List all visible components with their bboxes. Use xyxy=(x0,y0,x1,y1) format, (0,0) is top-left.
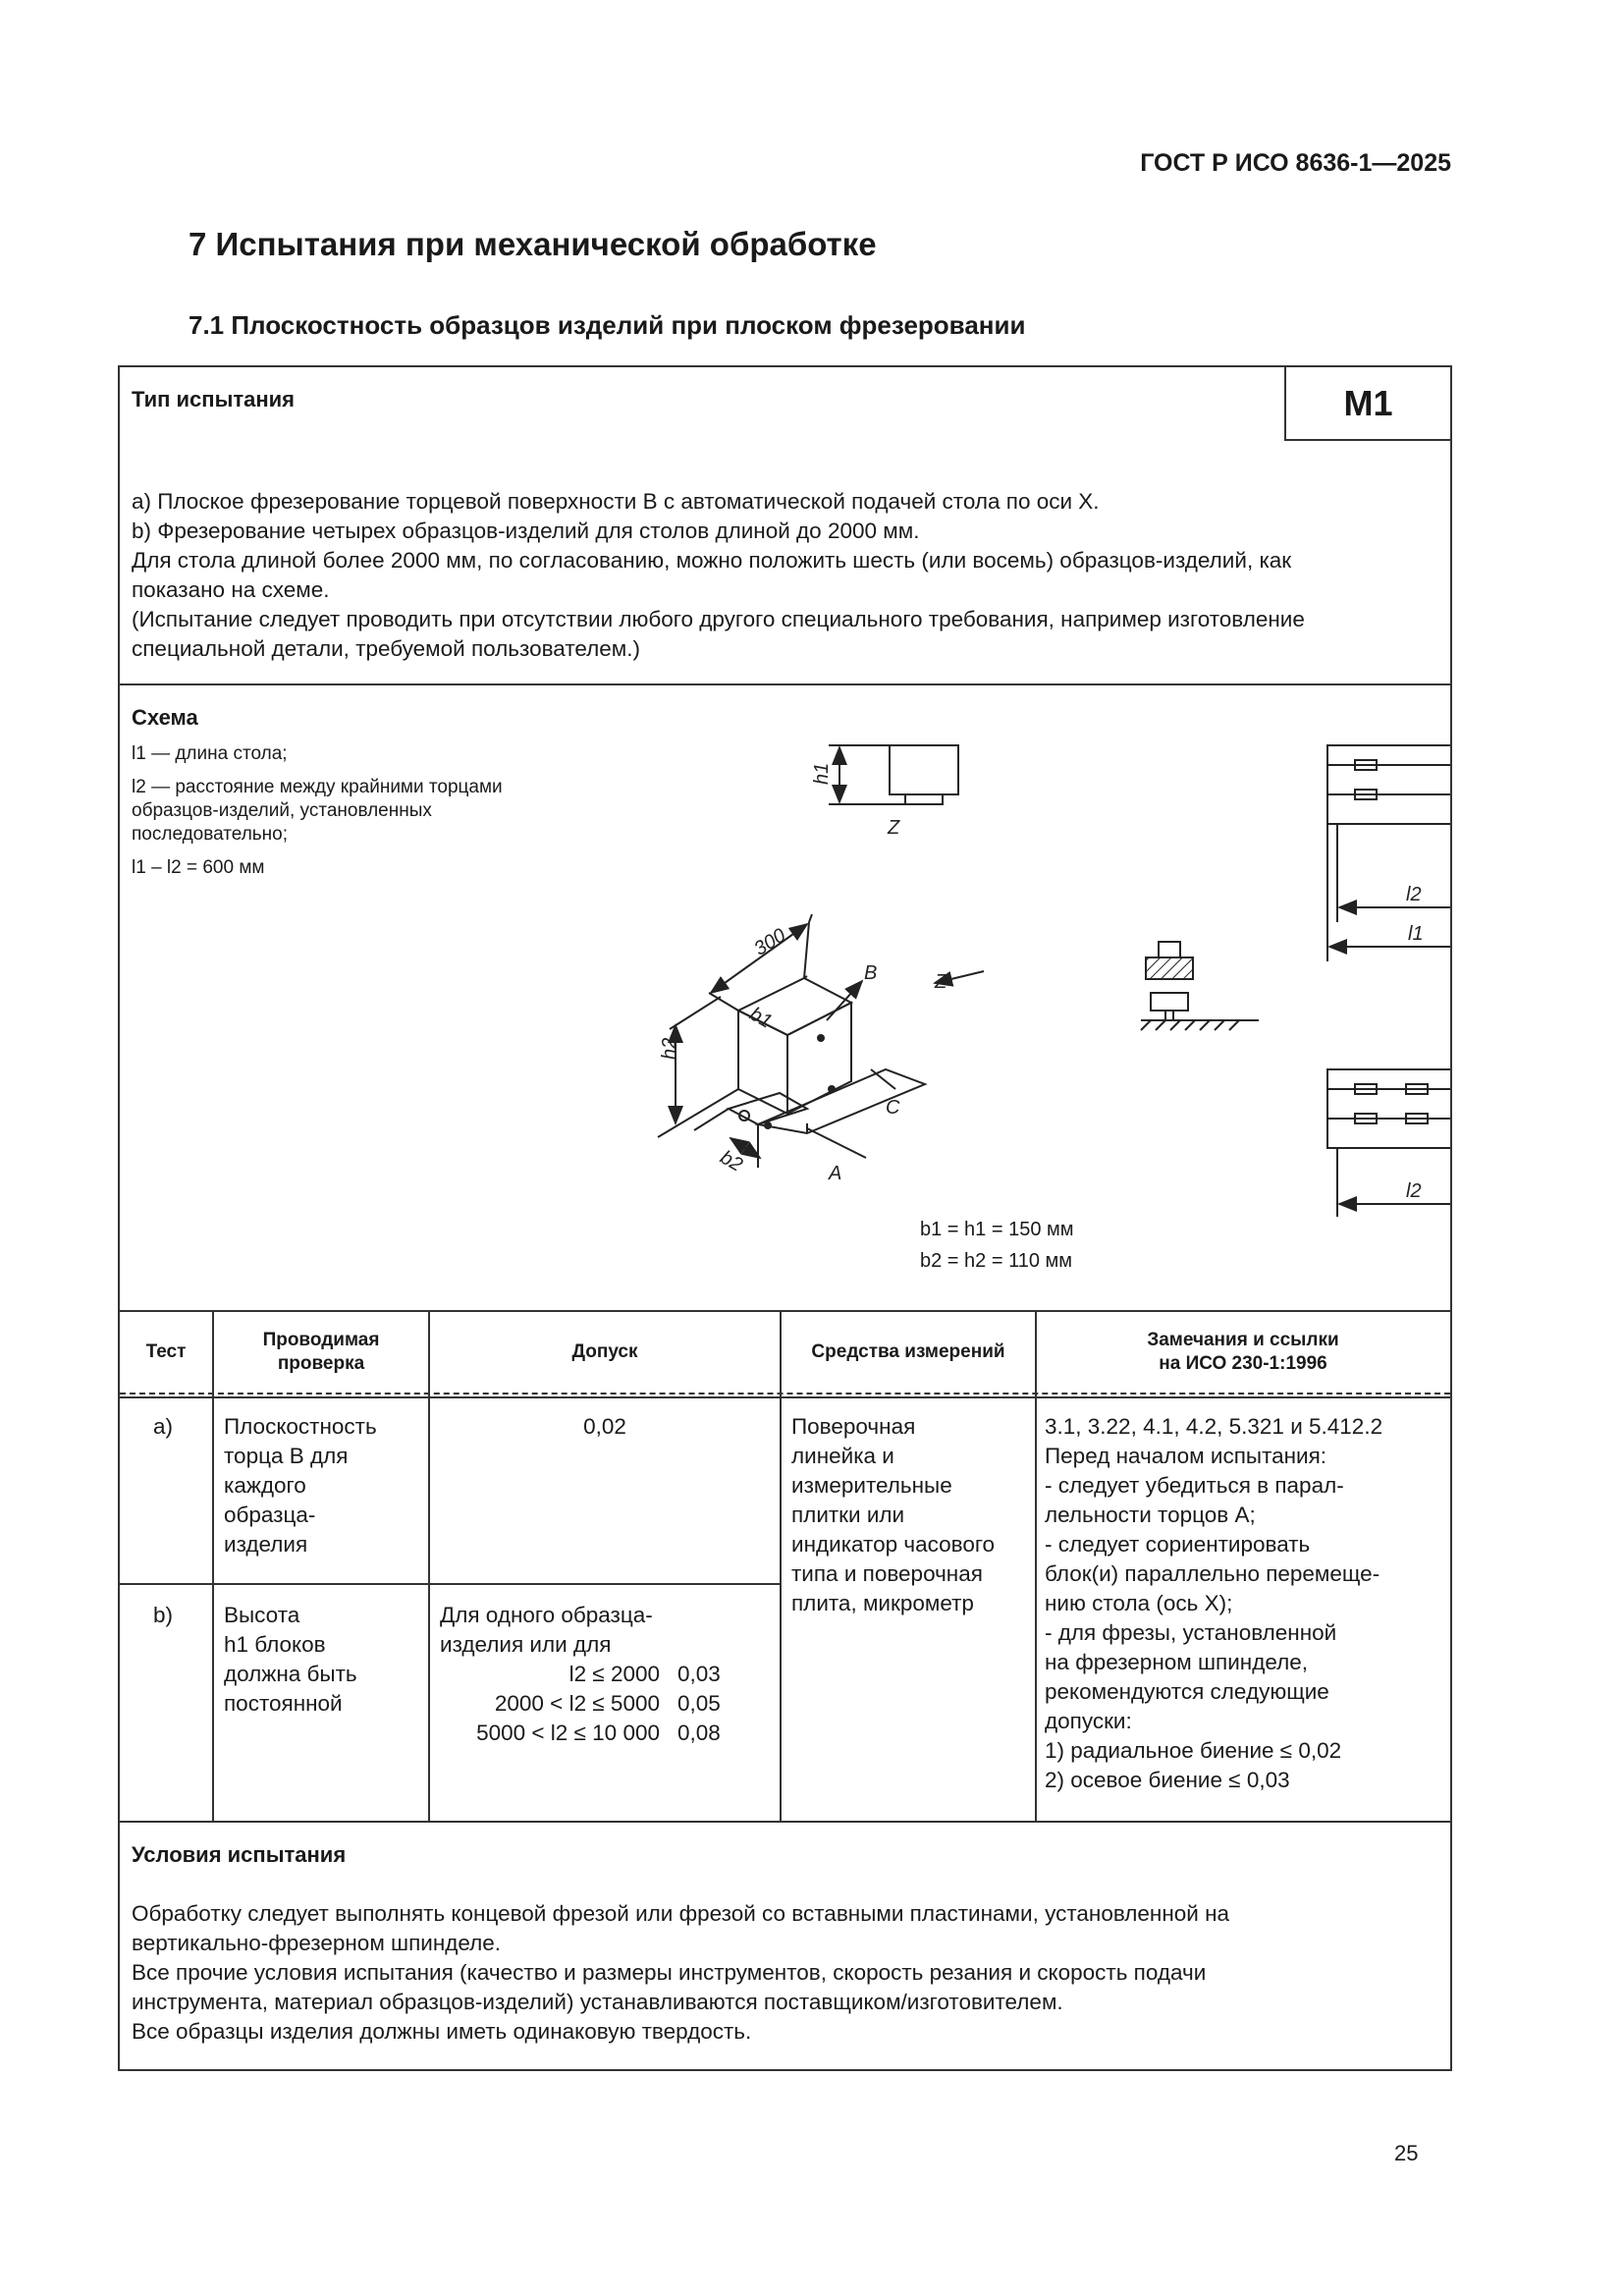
legend-l1: l1 — длина стола; xyxy=(132,743,288,764)
remark-line: допуски: xyxy=(1045,1709,1132,1733)
remark-line: рекомендуются следующие xyxy=(1045,1679,1329,1704)
label-l2-bottom: l2 xyxy=(1406,1180,1422,1202)
label-l2-top: l2 xyxy=(1406,884,1422,905)
row-a-check-line: образца- xyxy=(224,1503,316,1527)
divider xyxy=(120,1821,1450,1823)
header-remarks-line: на ИСО 230-1:1996 xyxy=(1159,1353,1327,1374)
test-type-label: Тип испытания xyxy=(132,387,296,411)
divider xyxy=(120,683,1450,685)
row-b-tolerance xyxy=(440,1601,653,1660)
header-check-line: Проводимая xyxy=(262,1330,380,1350)
header-divider xyxy=(120,1393,1450,1394)
test-type-description xyxy=(132,487,1305,664)
header-check-line: проверка xyxy=(277,1353,365,1374)
scheme-figure xyxy=(120,686,1450,1285)
header-remarks-line: Замечания и ссылки xyxy=(1147,1330,1339,1350)
remark-line: блок(и) параллельно перемеще- xyxy=(1045,1561,1380,1586)
conditions-line: вертикально-фрезерном шпинделе. xyxy=(132,1931,502,1955)
header-tolerance: Допуск xyxy=(571,1341,638,1362)
row-b-check-line: постоянной xyxy=(224,1691,343,1716)
label-h1: h1 xyxy=(811,762,833,785)
dim-line-b2: b2 = h2 = 110 мм xyxy=(920,1250,1073,1272)
section-title: 7 Испытания при механической обработке xyxy=(189,226,877,262)
description-line: a) Плоское фрезерование торцевой поверхности В с автоматической подачей стола по оси X. xyxy=(132,489,1100,514)
tolerance-value: 0,08 xyxy=(677,1721,721,1745)
tolerance-range: 5000 < l2 ≤ 10 000 xyxy=(476,1721,660,1745)
row-a-check xyxy=(224,1412,377,1559)
tolerance-value: 0,03 xyxy=(677,1662,721,1686)
dim-line-b1: b1 = h1 = 150 мм xyxy=(920,1219,1074,1240)
conditions-line: Все прочие условия испытания (качество и размеры инструментов, скорость резания и скорость подачи xyxy=(132,1960,1207,1985)
description-line: Для стола длиной более 2000 мм, по согласованию, можно положить шесть (или восемь) образцов-изделий, как xyxy=(132,548,1292,573)
row-b-check-line: Высота xyxy=(224,1603,300,1627)
remark-line: лельности торцов А; xyxy=(1045,1503,1256,1527)
remark-line: - следует сориентировать xyxy=(1045,1532,1311,1557)
label-c: C xyxy=(886,1097,900,1119)
legend-l2-cont: образцов-изделий, установленных xyxy=(132,800,432,821)
row-a-check-line: Плоскостность xyxy=(224,1414,377,1439)
remarks-cell xyxy=(1045,1412,1382,1795)
legend-l2: l2 — расстояние между крайними торцами xyxy=(132,777,503,797)
legend-formula: l1 – l2 = 600 мм xyxy=(132,857,265,878)
test-code: M1 xyxy=(1284,367,1450,441)
instrument-line: линейка и xyxy=(791,1444,894,1468)
row-a-check-line: изделия xyxy=(224,1532,308,1557)
conditions-line: Обработку следует выполнять концевой фрезой или фрезой со вставными пластинами, установленной на xyxy=(132,1901,1230,1926)
page-number: 25 xyxy=(1394,2141,1419,2165)
instrument-line: измерительные xyxy=(791,1473,952,1498)
tolerance-range: l2 ≤ 2000 xyxy=(568,1662,660,1686)
remark-line: нию стола (ось X); xyxy=(1045,1591,1233,1615)
scheme-label: Схема xyxy=(132,705,198,730)
row-a-test: a) xyxy=(153,1414,174,1439)
instruments-cell xyxy=(791,1412,995,1618)
subsection-title: 7.1 Плоскостность образцов изделий при плоском фрезеровании xyxy=(189,310,1026,340)
scheme-dimensions xyxy=(920,1214,1074,1277)
remark-line: 1) радиальное биение ≤ 0,02 xyxy=(1045,1738,1342,1763)
instrument-line: типа и поверочная xyxy=(791,1561,983,1586)
label-a: A xyxy=(829,1163,842,1184)
instrument-line: индикатор часового xyxy=(791,1532,996,1557)
instrument-line: плита, микрометр xyxy=(791,1591,974,1615)
row-b-tolerance-intro: Для одного образца- xyxy=(440,1603,653,1627)
header-divider xyxy=(120,1396,1450,1398)
row-b-check-line: должна быть xyxy=(224,1662,357,1686)
header-test: Тест xyxy=(145,1341,187,1362)
label-b1: b1 xyxy=(745,1003,776,1033)
label-b2: b2 xyxy=(716,1146,746,1176)
row-b-tolerance-intro: изделия или для xyxy=(440,1632,612,1657)
label-300: 300 xyxy=(750,924,790,960)
remark-line: Перед началом испытания: xyxy=(1045,1444,1327,1468)
instrument-line: плитки или xyxy=(791,1503,905,1527)
header-remarks xyxy=(1037,1312,1449,1393)
row-a-check-line: торца В для xyxy=(224,1444,349,1468)
label-b: B xyxy=(864,962,878,984)
label-z: Z xyxy=(935,971,947,993)
description-line: (Испытание следует проводить при отсутствии любого другого специального требования, например изготовление xyxy=(132,607,1305,631)
conditions-label: Условия испытания xyxy=(132,1842,347,1867)
test-card xyxy=(118,365,1452,2071)
standard-code: ГОСТ Р ИСО 8636-1—2025 xyxy=(1140,149,1451,177)
label-l1: l1 xyxy=(1408,923,1424,945)
tolerance-range: 2000 < l2 ≤ 5000 xyxy=(494,1691,660,1716)
row-b-tolerance-ranges xyxy=(444,1660,660,1748)
description-line: b) Фрезерование четырех образцов-изделий для столов длиной до 2000 мм. xyxy=(132,519,920,543)
legend-l2-cont: последовательно; xyxy=(132,824,289,845)
row-b-check xyxy=(224,1601,357,1719)
row-a-check-line: каждого xyxy=(224,1473,306,1498)
header-instruments: Средства измерений xyxy=(811,1341,1005,1362)
remark-line: - для фрезы, установленной xyxy=(1045,1620,1337,1645)
row-b-check-line: h1 блоков xyxy=(224,1632,326,1657)
conditions-line: инструмента, материал образцов-изделий) устанавливаются поставщиком/изготовителем. xyxy=(132,1990,1063,2014)
label-z-top: Z xyxy=(888,817,900,839)
remark-line: на фрезерном шпинделе, xyxy=(1045,1650,1309,1674)
row-divider xyxy=(120,1583,780,1585)
row-b-test: b) xyxy=(153,1603,174,1627)
conditions-line: Все образцы изделия должны иметь одинаковую твердость. xyxy=(132,2019,752,2044)
description-line: специальной детали, требуемой пользователем.) xyxy=(132,636,640,661)
tolerance-value: 0,05 xyxy=(677,1691,721,1716)
label-h2: h2 xyxy=(659,1037,680,1060)
remark-line: 3.1, 3.22, 4.1, 4.2, 5.321 и 5.412.2 xyxy=(1045,1414,1383,1439)
header-check xyxy=(214,1312,428,1393)
description-line: показано на схеме. xyxy=(132,577,330,602)
remark-line: - следует убедиться в парал- xyxy=(1045,1473,1344,1498)
row-b-tolerance-values xyxy=(677,1660,721,1748)
remark-line: 2) осевое биение ≤ 0,03 xyxy=(1045,1768,1290,1792)
conditions-text xyxy=(132,1899,1437,2047)
instrument-line: Поверочная xyxy=(791,1414,916,1439)
row-a-tolerance: 0,02 xyxy=(583,1414,626,1439)
